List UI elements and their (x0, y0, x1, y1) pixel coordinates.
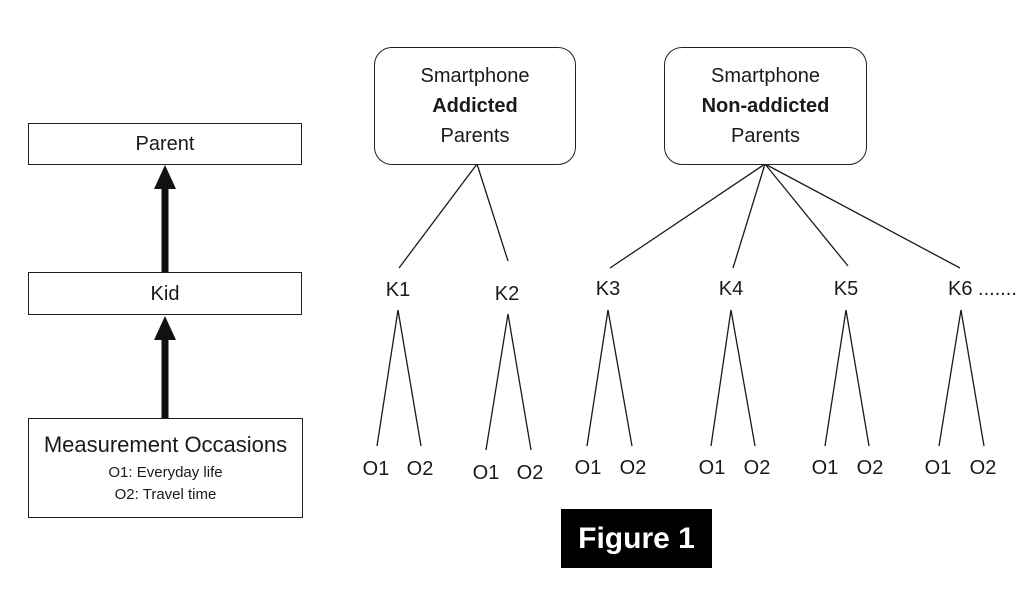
occasion-o1-k2: O1 (472, 462, 500, 484)
occasion-o1-k6: O1 (924, 457, 952, 479)
occasion-o1-k3: O1 (574, 457, 602, 479)
figure-caption: Figure 1 (561, 509, 712, 568)
kid-box (28, 272, 302, 315)
group-addicted-line3: Parents (440, 125, 510, 147)
measurement-line-travel: O2: Travel time (114, 485, 217, 503)
group-box-smartphone-addicted (374, 47, 576, 165)
up-arrow-kid-to-parent (154, 165, 176, 272)
occasion-o1-k5: O1 (811, 457, 839, 479)
kid-node-k1: K1 (385, 279, 411, 301)
parent-box-label: Parent (135, 133, 195, 155)
occasion-o2-k5: O2 (856, 457, 884, 479)
group-addicted-line2: Addicted (432, 95, 518, 117)
group-non-addicted-line2: Non-addicted (701, 95, 830, 117)
occasion-o2-k2: O2 (516, 462, 544, 484)
measurement-occasions-box (28, 418, 303, 518)
kid-node-k4: K4 (718, 278, 744, 300)
kid-node-k2: K2 (494, 283, 520, 305)
parent-box (28, 123, 302, 165)
occasion-o2-k6: O2 (969, 457, 997, 479)
group-non-addicted-line1: Smartphone (711, 65, 820, 87)
fan-non-addicted-to-kids (610, 164, 960, 268)
kid-node-k6: K6 ....... (948, 278, 1017, 300)
group-non-addicted-line3: Parents (731, 125, 800, 147)
kid-node-k3: K3 (595, 278, 621, 300)
fan-addicted-to-kids (399, 164, 508, 268)
measurement-title: Measurement Occasions (43, 431, 288, 457)
group-box-smartphone-non-addicted (664, 47, 867, 165)
up-arrow-measurement-to-kid (154, 316, 176, 418)
occasion-o2-k1: O2 (406, 458, 434, 480)
occasion-o1-k1: O1 (362, 458, 390, 480)
fan-kids-to-occasions (377, 310, 984, 450)
occasion-o2-k3: O2 (619, 457, 647, 479)
group-addicted-line1: Smartphone (420, 65, 530, 87)
kid-box-label: Kid (150, 282, 180, 305)
measurement-line-everyday: O1: Everyday life (108, 463, 223, 481)
occasion-o2-k4: O2 (743, 457, 771, 479)
kid-node-k5: K5 (833, 278, 859, 300)
occasion-o1-k4: O1 (698, 457, 726, 479)
